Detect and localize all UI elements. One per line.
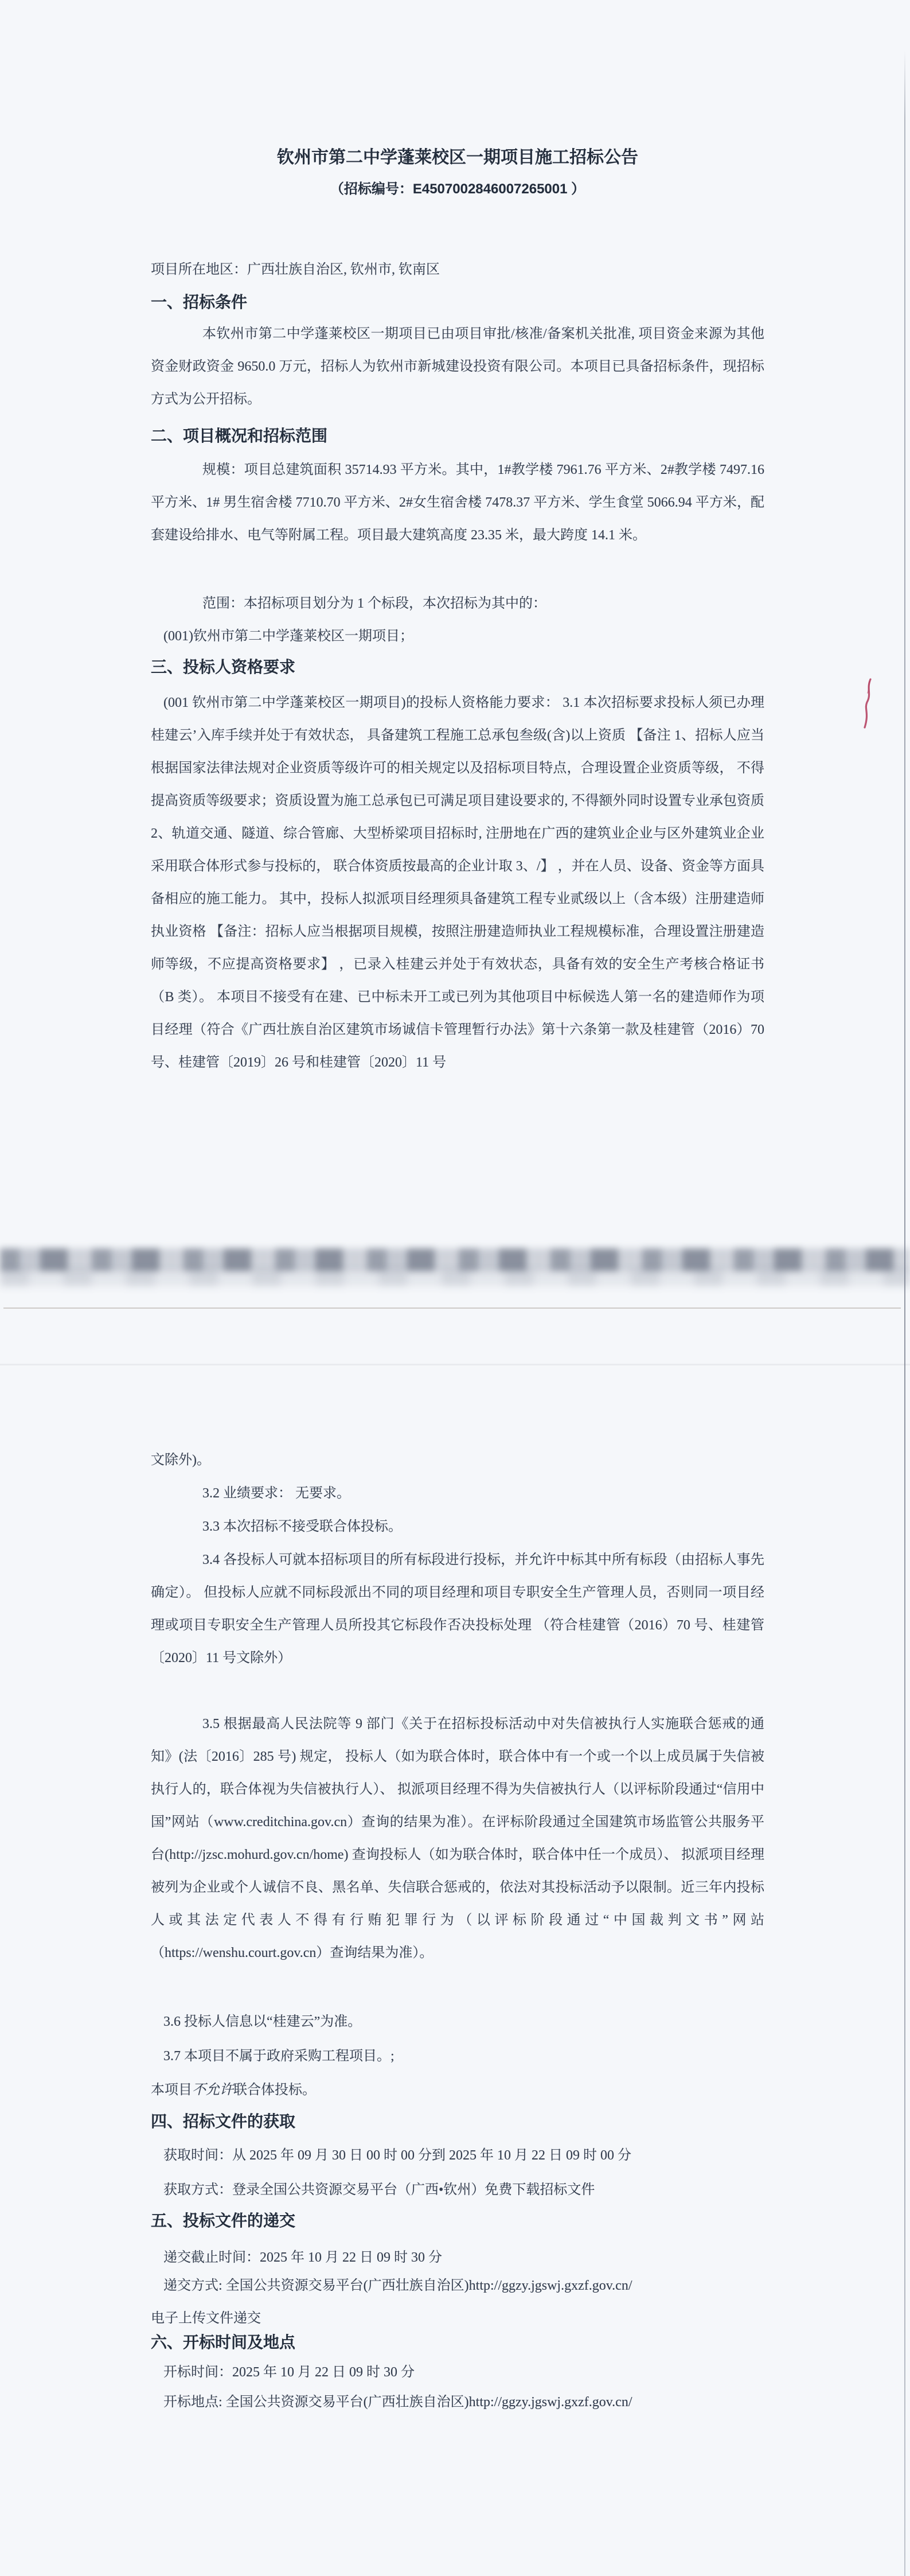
submit-method-line-1: 递交方式: 全国公共资源交易平台(广西壮族自治区)http://ggzy.jgswj.gxzf.gov.cn/ bbox=[163, 2278, 632, 2293]
para-no-consortium-statement bbox=[151, 2074, 764, 2107]
para-bid-section-item: (001)钦州市第二中学蓬莱校区一期项目； bbox=[163, 629, 413, 644]
para-opening-time: 开标时间：2025 年 10 月 22 日 09 时 30 分 bbox=[163, 2365, 415, 2380]
section-3-heading-bidder-qualification: 三、投标人资格要求 bbox=[151, 658, 296, 676]
page1-bottom-smear-band bbox=[0, 1248, 910, 1271]
para-submit-method bbox=[151, 2270, 764, 2335]
section-6-heading-bid-opening: 六、开标时间及地点 bbox=[151, 2333, 296, 2351]
para-obtain-time: 获取时间：从 2025 年 09 月 30 日 00 时 00 分到 2025 年 10 月 22 日 09 时 00 分 bbox=[163, 2148, 631, 2163]
section-4-heading-document-obtain: 四、招标文件的获取 bbox=[151, 2112, 296, 2130]
para-qualification-requirements-3-1: (001 钦州市第二中学蓬莱校区一期项目)的投标人资格能力要求： 3.1 本次招标要求投标人须已办理桂建云’入库手续并处于有效状态， 具备建筑工程施工总承包叁级(含)以上资质 【备注 1、招标人应当根据国家法律法规对企业资质等级许可的相关规定以及招标项目特点，合理设置企业资质等级， 不得提高资质等级要求；资质设置为施工总承包已可满足项目建设要求的, 不得额外同时设置专业承包资质 2、轨道交通、隧道、综合管廊、大型桥梁项目招标时, 注册地在广西的建筑业企业与区外建筑业企业采用联合体形式参与投标的， 联合体资质按最高的企业计取 3、/】 ，并在人员、设备、资金等方面具备相应的施工能力。 其中，投标人拟派项目经理须具备建筑工程专业贰级以上（含本级）注册建造师执业资格 【备注：招标人应当根据项目规模，按照注册建造师执业工程规模标准，合理设置注册建造师等级，不应提高资格要求】 ，已录入桂建云并处于有效状态，具备有效的安全生产考核合格证书（B 类）。 本项目不接受有在建、已中标未开工或已列为其他项目中标候选人第一名的建造师作为项目经理（符合《广西壮族自治区建筑市场诚信卡管理暂行办法》第十六条第一款及桂建管（2016）70 号、桂建管〔2019〕26 号和桂建管〔2020〕11 号 bbox=[151, 695, 764, 1070]
para-3-7-not-gov-procurement: 3.7 本项目不属于政府采购工程项目。; bbox=[163, 2049, 395, 2064]
para-3-4-multi-section-rule: 3.4 各投标人可就本招标项目的所有标段进行投标，并允许中标其中所有标段（由招标人事先确定）。 但投标人应就不同标段派出不同的项目经理和项目专职安全生产管理人员，否则同一项目经理或项目专职安全生产管理人员所投其它标段作否决投标处理 （符合桂建管（2016）70 号、桂建管〔2020〕11 号文除外） bbox=[151, 1552, 764, 1666]
para-bid-conditions: 本钦州市第二中学蓬莱校区一期项目已由项目审批/核准/备案机关批准, 项目资金来源为其他资金财政资金 9650.0 万元，招标人为钦州市新城建设投资有限公司。本项目已具备招标条件，现招标方式为公开招标。 bbox=[151, 326, 764, 407]
document-title: 钦州市第二中学蓬莱校区一期项目施工招标公告 bbox=[277, 148, 638, 167]
para-opening-place: 开标地点: 全国公共资源交易平台(广西壮族自治区)http://ggzy.jgswj.gxzf.gov.cn/ bbox=[163, 2395, 632, 2410]
section-5-heading-bid-submission: 五、投标文件的递交 bbox=[151, 2212, 296, 2229]
scan-faint-smudge-line bbox=[0, 1364, 910, 1365]
para-obtain-method: 获取方式：登录全国公共资源交易平台（广西•钦州）免费下载招标文件 bbox=[163, 2182, 595, 2197]
para-3-6-bidder-info: 3.6 投标人信息以“桂建云”为准。 bbox=[163, 2014, 362, 2029]
para-bid-scope: 范围：本招标项目划分为 1 个标段，本次招标为其中的： bbox=[202, 596, 546, 611]
project-location-line: 项目所在地区：广西壮族自治区, 钦州市, 钦南区 bbox=[151, 262, 440, 277]
scan-edge-line bbox=[904, 50, 905, 2576]
no-consortium-suffix: 联合体投标。 bbox=[233, 2083, 316, 2098]
no-consortium-prefix: 本项目 bbox=[151, 2083, 192, 2098]
para-continuation: 文除外)。 bbox=[151, 1453, 210, 1468]
bid-number-line: （招标编号：E4507002846007265001 ） bbox=[330, 181, 585, 197]
red-pen-scribble-annotation bbox=[857, 677, 877, 730]
submit-method-line-2: 电子上传文件递交 bbox=[151, 2311, 261, 2326]
para-submit-deadline: 递交截止时间：2025 年 10 月 22 日 09 时 30 分 bbox=[163, 2250, 442, 2265]
no-consortium-italic: 不允许 bbox=[192, 2083, 233, 2098]
page2-top-edge-line bbox=[3, 1308, 901, 1309]
section-2-heading-project-overview: 二、项目概况和招标范围 bbox=[151, 427, 328, 445]
section-1-heading-bid-conditions: 一、招标条件 bbox=[151, 293, 248, 311]
para-3-2-performance: 3.2 业绩要求： 无要求。 bbox=[202, 1486, 350, 1501]
para-3-3-no-consortium: 3.3 本次招标不接受联合体投标。 bbox=[202, 1519, 402, 1534]
para-project-scale: 规模：项目总建筑面积 35714.93 平方米。其中，1#教学楼 7961.76 平方米、2#教学楼 7497.16 平方米、1# 男生宿舍楼 7710.70 平方米、2#女生宿舍楼 7478.37 平方米、学生食堂 5066.94 平方米，配套建设给排水、电气等附属工程。项目最大建筑高度 23.35 米，最大跨度 14.1 米。 bbox=[151, 462, 764, 543]
para-3-5-credit-check: 3.5 根据最高人民法院等 9 部门《关于在招标投标活动中对失信被执行人实施联合惩戒的通知》(法〔2016〕285 号) 规定， 投标人（如为联合体时，联合体中有一个或一个以上成员属于失信被执行人的，联合体视为失信被执行人）、 拟派项目经理不得为失信被执行人（以评标阶段通过“信用中国”网站（www.creditchina.gov.cn）查询的结果为准）。在评标阶段通过全国建筑市场监管公共服务平台(http://jzsc.mohurd.gov.cn/home) 查询投标人（如为联合体时，联合体中任一个成员）、 拟派项目经理被列为企业或个人诚信不良、黑名单、失信联合惩戒的，依法对其投标活动予以限制。近三年内投标人或其法定代表人不得有行贿犯罪行为（以评标阶段通过“中国裁判文书”网站（https://wenshu.court.gov.cn）查询结果为准）。 bbox=[151, 1717, 764, 1960]
page1-bottom-smear-band-lower bbox=[0, 1269, 910, 1286]
